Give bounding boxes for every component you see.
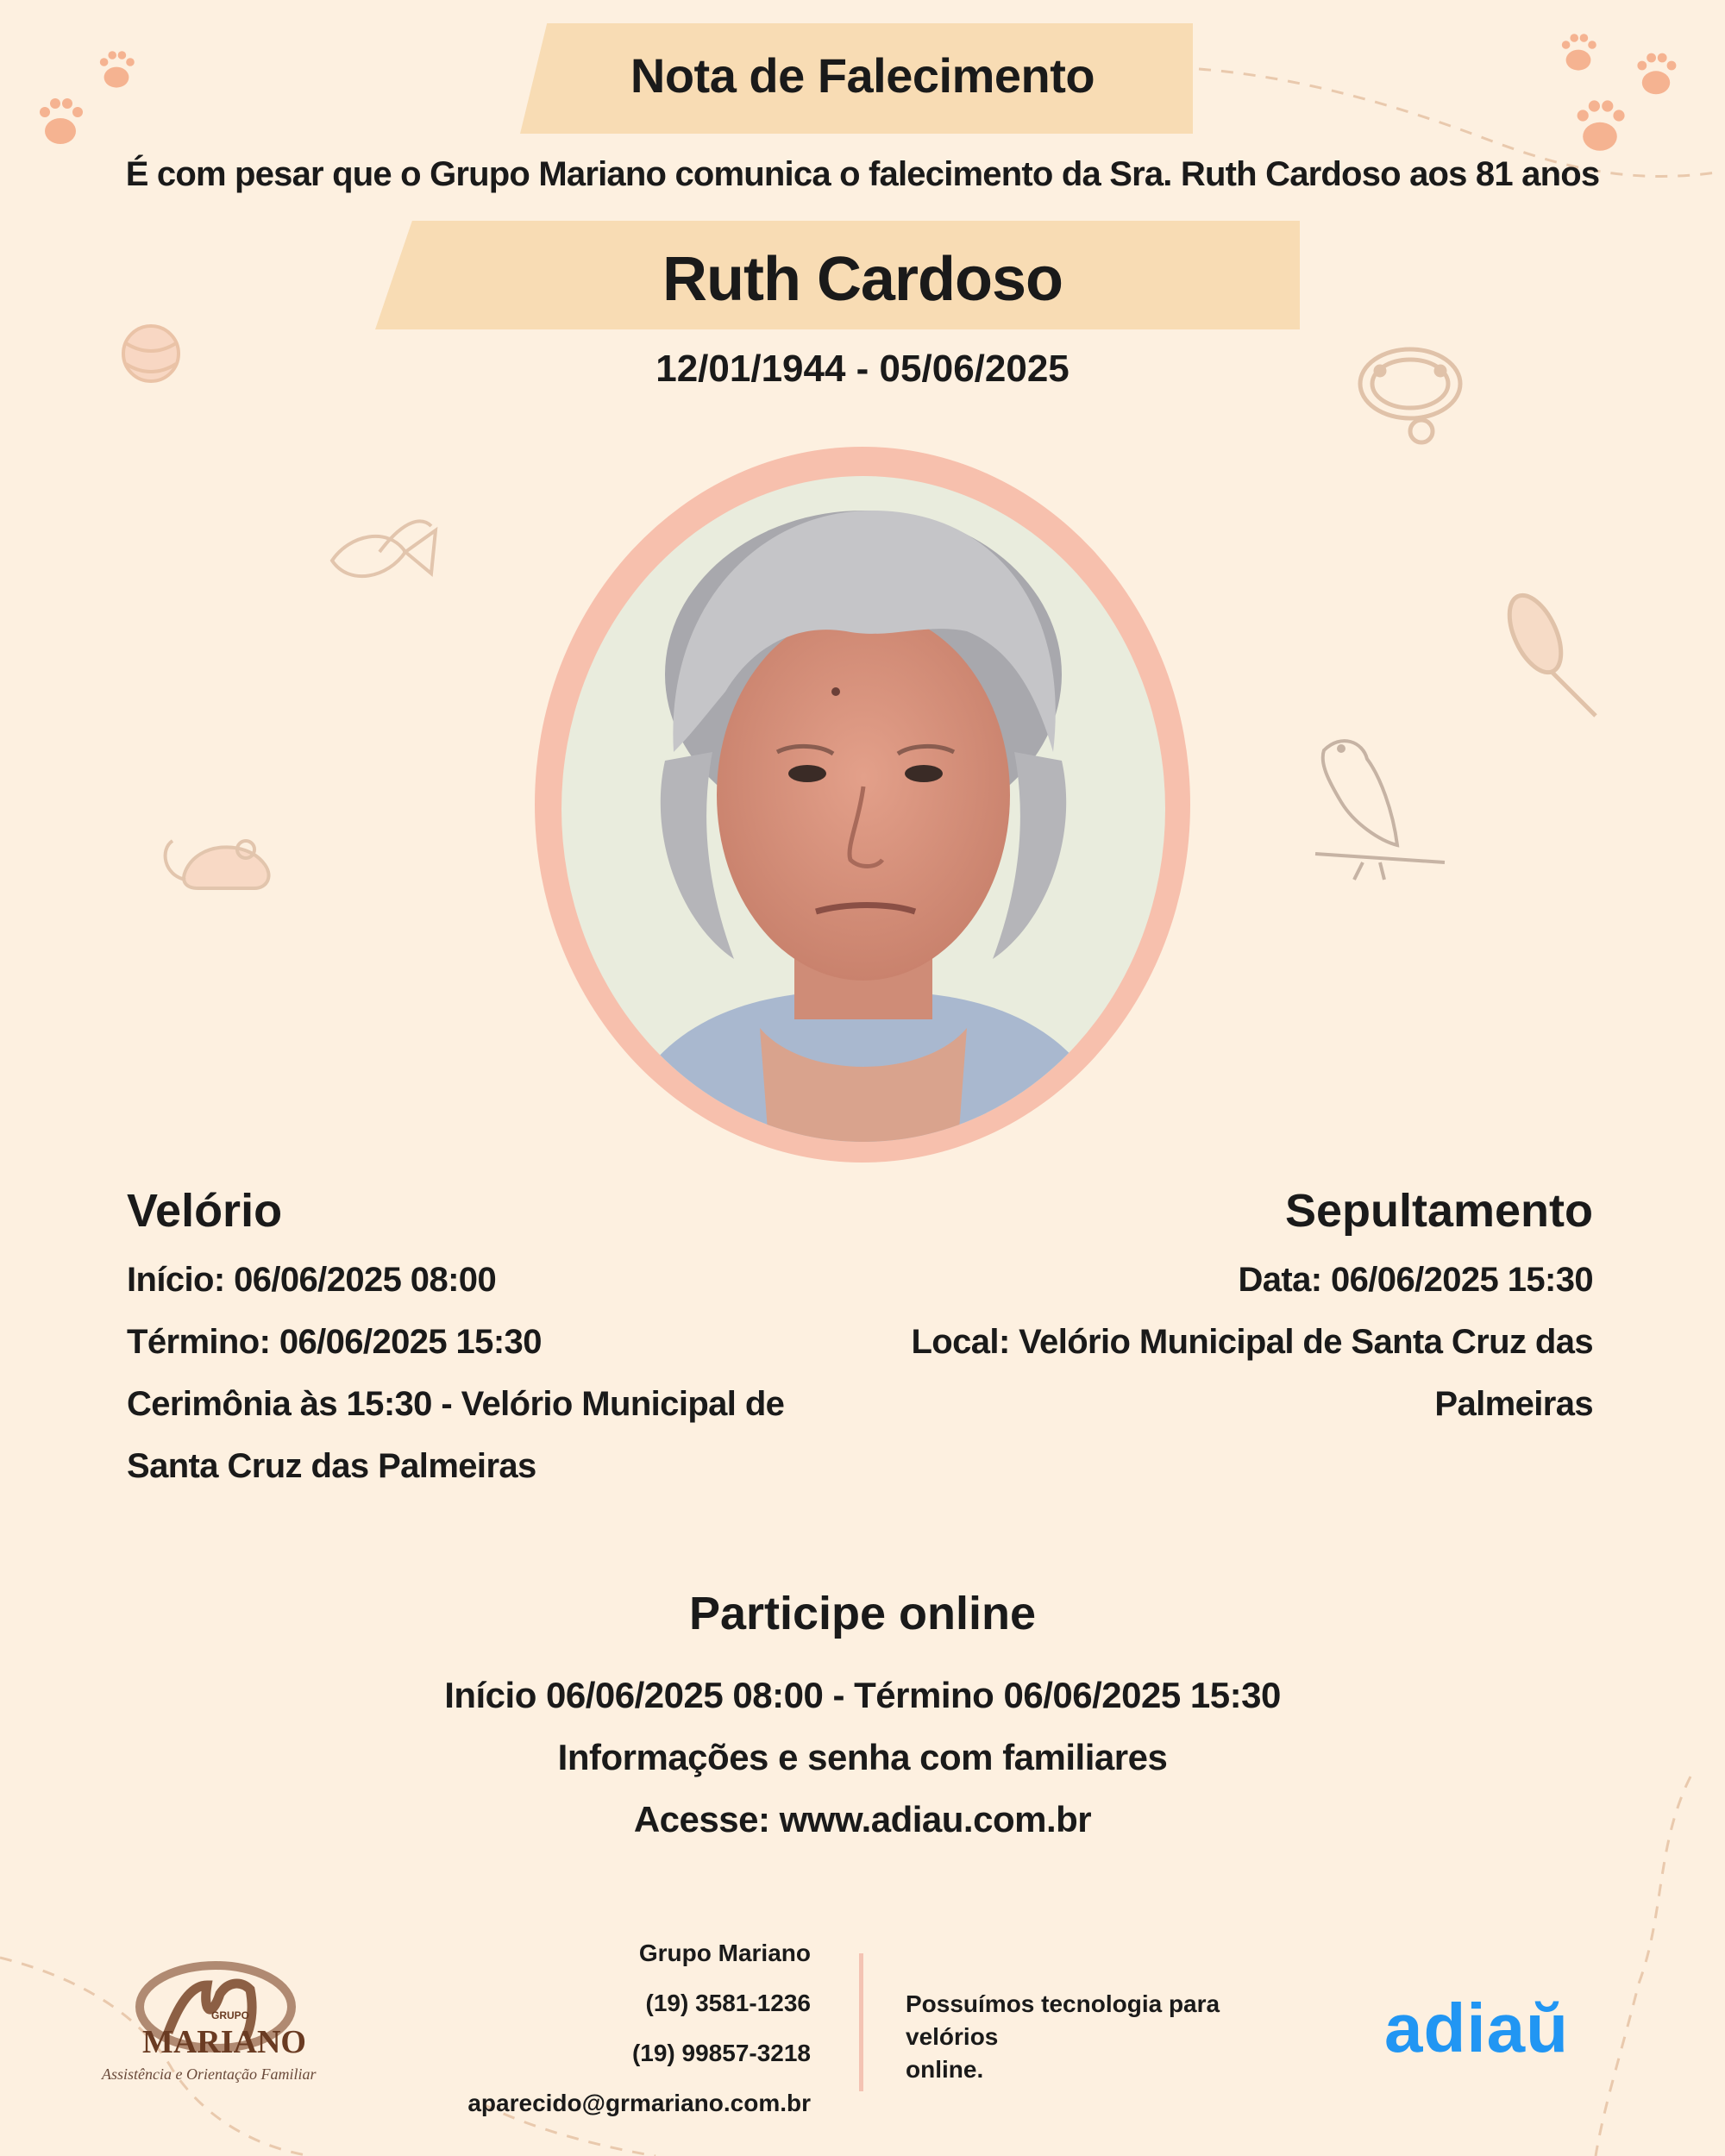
portrait-photo (561, 476, 1165, 1142)
sepultamento-local-line1: Local: Velório Municipal de Santa Cruz das (911, 1323, 1593, 1361)
velorio-title: Velório (127, 1185, 283, 1237)
parakeet-icon (1315, 741, 1445, 880)
online-access-link[interactable]: Acesse: www.adiau.com.br (633, 1799, 1092, 1839)
online-period: Início 06/06/2025 08:00 - Término 06/06/2025 15:30 (444, 1675, 1281, 1715)
brush-icon (1499, 587, 1596, 716)
sepultamento-local-line2: Palmeiras (1434, 1385, 1593, 1423)
adiau-logo: adiaŭ (1384, 1990, 1569, 2066)
online-title: Participe online (688, 1588, 1037, 1639)
paw-icon (40, 98, 83, 144)
sepultamento-data: Data: 06/06/2025 15:30 (1238, 1261, 1593, 1299)
contact-phone1[interactable]: (19) 3581-1236 (645, 1990, 811, 2016)
tech-notice-line1: Possuímos tecnologia para velórios (906, 1990, 1220, 2050)
logo-small-text: GRUPO (211, 2009, 250, 2021)
online-info: Informações e senha com familiares (557, 1737, 1168, 1777)
announcement-text: É com pesar que o Grupo Mariano comunica o falecimento da Sra. Ruth Cardoso aos 81 anos (125, 155, 1600, 193)
sepultamento-section (851, 1180, 1593, 1435)
velorio-cerimonia-line1: Cerimônia às 15:30 - Velório Municipal de (127, 1385, 785, 1423)
velorio-section (127, 1180, 869, 1497)
sepultamento-title: Sepultamento (1284, 1185, 1593, 1237)
footer-divider (859, 1953, 863, 2091)
tech-notice (906, 1988, 1302, 2086)
contact-company: Grupo Mariano (638, 1940, 811, 1966)
velorio-cerimonia-line2: Santa Cruz das Palmeiras (127, 1447, 536, 1485)
velorio-inicio: Início: 06/06/2025 08:00 (127, 1261, 497, 1299)
contact-phone2[interactable]: (19) 99857-3218 (631, 2040, 811, 2066)
contact-email[interactable]: aparecido@grmariano.com.br (467, 2090, 811, 2116)
fish-icon (332, 521, 436, 576)
deceased-name: Ruth Cardoso (662, 245, 1063, 314)
velorio-termino: Término: 06/06/2025 15:30 (127, 1323, 542, 1361)
mouse-toy-icon (166, 841, 269, 888)
logo-tagline: Assistência e Orientação Familiar (102, 2065, 317, 2083)
tech-notice-line2: online. (906, 2056, 984, 2083)
paw-icon (1578, 100, 1625, 150)
life-dates: 12/01/1944 - 05/06/2025 (656, 348, 1070, 390)
page-title: Nota de Falecimento (630, 48, 1095, 103)
logo-wordmark: MARIANO (142, 2024, 306, 2060)
